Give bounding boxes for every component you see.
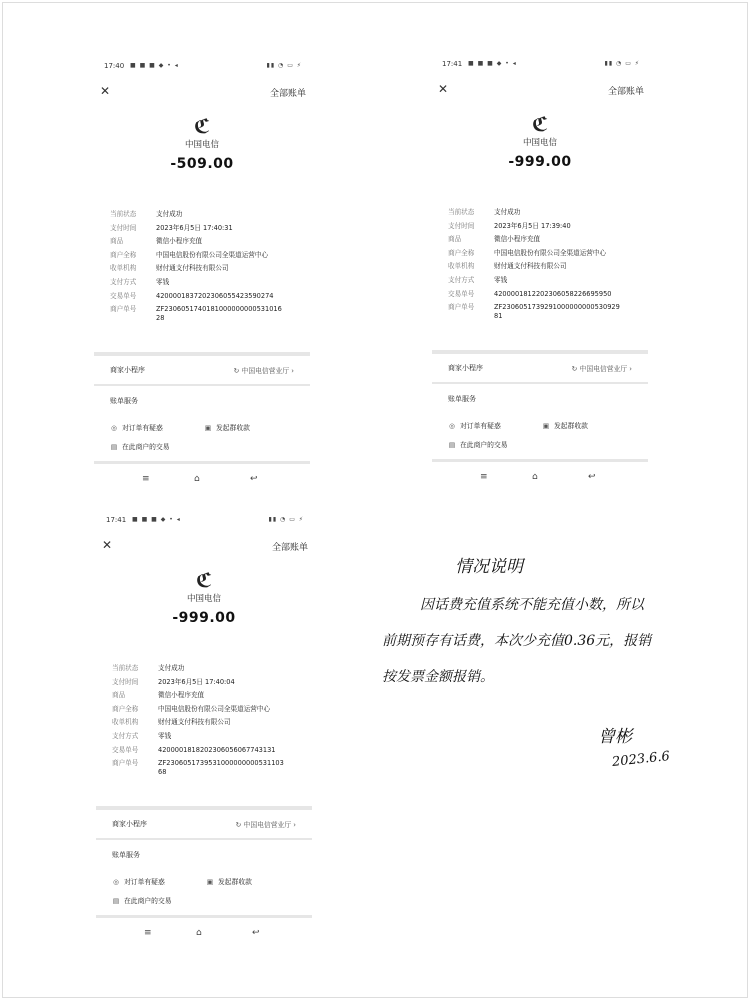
screenshot-2 <box>432 54 648 486</box>
mini-program-link[interactable] <box>572 363 632 373</box>
chevron-right-icon: › <box>627 365 632 373</box>
back-nav-icon[interactable]: ↩ <box>588 472 596 482</box>
detail-value: 2023年6月5日 17:39:40 <box>494 221 571 230</box>
detail-label: 支付时间 <box>448 221 475 230</box>
group-receipt-icon: ▣ <box>542 422 550 430</box>
detail-row <box>110 262 302 276</box>
detail-row <box>110 303 302 323</box>
detail-label: 收单机构 <box>448 262 475 271</box>
status-time: 17:41 <box>106 516 127 524</box>
mini-program-value: 中国电信营业厅 <box>241 367 290 375</box>
home-nav-icon[interactable]: ⌂ <box>194 474 200 484</box>
detail-list <box>448 206 640 321</box>
detail-label: 商户全称 <box>110 250 137 259</box>
history-icon: ▤ <box>110 443 118 451</box>
group-receipt-icon: ▣ <box>206 878 214 886</box>
link-icon: ↻ <box>571 365 580 373</box>
detail-row <box>112 730 304 744</box>
merchant-history-button[interactable] <box>448 439 508 449</box>
detail-row <box>110 222 302 236</box>
detail-value: 支付成功 <box>158 664 185 672</box>
bottom-divider <box>96 915 312 918</box>
close-icon[interactable]: ✕ <box>100 84 111 98</box>
detail-row <box>110 290 302 304</box>
merchant-history-button[interactable] <box>112 895 172 905</box>
services-title: 账单服务 <box>448 395 476 403</box>
detail-value: 4200001818202306056067743131 <box>158 745 276 754</box>
detail-row <box>448 260 640 274</box>
merchant-history-button[interactable] <box>110 441 170 451</box>
detail-value: 支付成功 <box>156 210 183 218</box>
mini-program-value: 中国电信营业厅 <box>243 821 292 829</box>
link-icon: ↻ <box>233 367 242 375</box>
detail-value: 微信小程序充值 <box>494 235 541 244</box>
history-icon: ▤ <box>112 897 120 905</box>
note-line-3: 按发票金额报销。 <box>382 669 494 685</box>
detail-row <box>448 301 640 321</box>
signal-wifi-battery-icons: ▮▮ ◔ ▭ ⚡ <box>604 60 640 67</box>
merchant-name: 中国电信 <box>186 594 221 604</box>
mini-program-label: 商家小程序 <box>112 820 147 828</box>
menu-nav-icon[interactable]: ≡ <box>480 472 488 482</box>
detail-value: 财付通支付科技有限公司 <box>156 264 229 273</box>
detail-label: 当前状态 <box>112 664 139 672</box>
mini-program-row[interactable] <box>110 365 294 375</box>
close-icon[interactable]: ✕ <box>438 82 449 96</box>
china-telecom-logo-icon: ℭ <box>531 112 549 136</box>
note-signature: 曾彬 <box>598 727 632 747</box>
mini-program-label: 商家小程序 <box>448 364 483 372</box>
question-icon: ◎ <box>113 878 119 886</box>
back-nav-icon[interactable]: ↩ <box>250 474 258 484</box>
status-bar <box>106 516 304 528</box>
question-icon: ◎ <box>449 422 455 430</box>
history-label: 在此商户的交易 <box>122 443 170 451</box>
mini-program-link[interactable] <box>236 819 296 829</box>
section-divider <box>96 838 312 840</box>
merchant-name: 中国电信 <box>522 138 557 148</box>
detail-row <box>110 249 302 263</box>
menu-nav-icon[interactable]: ≡ <box>144 928 152 938</box>
home-nav-icon[interactable]: ⌂ <box>532 472 538 482</box>
history-label: 在此商户的交易 <box>460 441 508 449</box>
detail-row <box>448 274 640 288</box>
section-divider <box>432 350 648 354</box>
detail-label: 商品 <box>110 237 124 246</box>
detail-row <box>448 220 640 234</box>
question-label: 对订单有疑惑 <box>460 422 501 430</box>
services-title: 账单服务 <box>110 397 138 405</box>
china-telecom-logo-icon: ℭ <box>195 568 213 592</box>
bottom-divider <box>94 461 310 464</box>
detail-value: 微信小程序充值 <box>158 691 205 700</box>
detail-value: ZF2306051739291000000000530929 81 <box>494 303 620 321</box>
detail-value: 中国电信股份有限公司全渠道运营中心 <box>156 250 269 259</box>
chevron-right-icon: › <box>289 367 294 375</box>
detail-value: 2023年6月5日 17:40:31 <box>156 223 233 232</box>
detail-label: 交易单号 <box>110 291 137 300</box>
menu-nav-icon[interactable]: ≡ <box>142 474 150 484</box>
bottom-divider <box>432 459 648 462</box>
question-icon: ◎ <box>111 424 117 432</box>
mini-program-label: 商家小程序 <box>110 366 145 374</box>
detail-row <box>112 676 304 690</box>
detail-row <box>448 206 640 220</box>
detail-row <box>112 689 304 703</box>
history-icon: ▤ <box>448 441 456 449</box>
detail-row <box>110 208 302 222</box>
group-receipt-icon: ▣ <box>204 424 212 432</box>
detail-label: 交易单号 <box>112 745 139 754</box>
chevron-right-icon: › <box>291 821 296 829</box>
note-title: 情况说明 <box>455 557 523 577</box>
question-order-button[interactable] <box>112 876 165 886</box>
back-nav-icon[interactable]: ↩ <box>252 928 260 938</box>
section-divider <box>94 384 310 386</box>
detail-value: 中国电信股份有限公司全渠道运营中心 <box>158 704 271 713</box>
detail-label: 商户单号 <box>448 303 475 312</box>
detail-list <box>112 662 304 777</box>
detail-label: 当前状态 <box>110 210 137 218</box>
group-receipt-button[interactable] <box>542 420 588 430</box>
group-receipt-button[interactable] <box>204 422 250 432</box>
detail-label: 收单机构 <box>112 718 139 727</box>
status-bar <box>104 62 302 74</box>
services-title: 账单服务 <box>112 851 140 859</box>
detail-value: 2023年6月5日 17:40:04 <box>158 677 235 686</box>
detail-value: 4200001812202306058226695950 <box>494 289 612 298</box>
detail-value: 财付通支付科技有限公司 <box>494 262 567 271</box>
note-line-1: 因话费充值系统不能充值小数，所以 <box>420 597 644 613</box>
nav-title: 全部账单 <box>271 543 308 553</box>
notification-icons: ■ ■ ■ ◆ • ◂ <box>130 62 179 69</box>
nav-title: 全部账单 <box>269 89 306 99</box>
notification-icons: ■ ■ ■ ◆ • ◂ <box>468 60 517 67</box>
note-line-2: 前期预存有话费，本次少充值0.36元，报销 <box>382 633 652 649</box>
payment-amount: -509.00 <box>170 156 234 172</box>
detail-value: ZF2306051739531000000000531103 68 <box>158 759 284 777</box>
detail-value: 零钱 <box>158 731 172 740</box>
link-icon: ↻ <box>235 821 244 829</box>
group-receipt-label: 发起群收款 <box>554 422 588 430</box>
group-receipt-label: 发起群收款 <box>216 424 250 432</box>
section-divider <box>94 352 310 356</box>
detail-label: 支付方式 <box>448 275 475 284</box>
mini-program-value: 中国电信营业厅 <box>579 365 628 373</box>
detail-row <box>112 716 304 730</box>
payment-amount: -999.00 <box>172 610 236 626</box>
detail-value: 支付成功 <box>494 208 521 216</box>
mini-program-row[interactable] <box>448 363 632 373</box>
section-divider <box>432 382 648 384</box>
detail-row <box>448 233 640 247</box>
detail-label: 支付时间 <box>110 223 137 232</box>
question-label: 对订单有疑惑 <box>122 424 163 432</box>
detail-label: 商户单号 <box>112 759 139 768</box>
detail-list <box>110 208 302 323</box>
detail-label: 商户全称 <box>448 248 475 257</box>
detail-row <box>112 744 304 758</box>
status-time: 17:41 <box>442 60 463 68</box>
close-icon[interactable]: ✕ <box>102 538 113 552</box>
detail-row <box>112 662 304 676</box>
notification-icons: ■ ■ ■ ◆ • ◂ <box>132 516 181 523</box>
detail-row <box>448 288 640 302</box>
group-receipt-label: 发起群收款 <box>218 878 252 886</box>
question-order-button[interactable] <box>110 422 163 432</box>
detail-label: 商品 <box>112 691 126 700</box>
detail-label: 支付方式 <box>112 731 139 740</box>
china-telecom-logo-icon: ℭ <box>193 114 211 138</box>
detail-value: ZF2306051740181000000000531016 28 <box>156 305 282 323</box>
question-order-button[interactable] <box>448 420 501 430</box>
detail-label: 支付方式 <box>110 277 137 286</box>
detail-label: 商户全称 <box>112 704 139 713</box>
detail-label: 收单机构 <box>110 264 137 273</box>
detail-value: 零钱 <box>494 275 508 284</box>
status-bar <box>442 60 640 72</box>
detail-value: 零钱 <box>156 277 170 286</box>
section-divider <box>96 806 312 810</box>
detail-label: 商品 <box>448 235 462 244</box>
group-receipt-button[interactable] <box>206 876 252 886</box>
screenshot-3 <box>96 510 312 942</box>
screenshot-1 <box>94 56 310 488</box>
detail-value: 微信小程序充值 <box>156 237 203 246</box>
detail-label: 支付时间 <box>112 677 139 686</box>
detail-row <box>448 247 640 261</box>
detail-row <box>110 276 302 290</box>
detail-row <box>112 757 304 777</box>
question-label: 对订单有疑惑 <box>124 878 165 886</box>
signal-wifi-battery-icons: ▮▮ ◔ ▭ ⚡ <box>266 62 302 69</box>
note-date: 2023.6.6 <box>611 749 671 770</box>
history-label: 在此商户的交易 <box>124 897 172 905</box>
status-time: 17:40 <box>104 62 125 70</box>
detail-value: 中国电信股份有限公司全渠道运营中心 <box>494 248 607 257</box>
mini-program-row[interactable] <box>112 819 296 829</box>
detail-label: 商户单号 <box>110 305 137 314</box>
detail-row <box>110 235 302 249</box>
detail-value: 财付通支付科技有限公司 <box>158 718 231 727</box>
detail-label: 交易单号 <box>448 289 475 298</box>
signal-wifi-battery-icons: ▮▮ ◔ ▭ ⚡ <box>268 516 304 523</box>
detail-row <box>112 703 304 717</box>
detail-value: 4200001837202306055423590274 <box>156 291 274 300</box>
merchant-name: 中国电信 <box>184 140 219 150</box>
nav-title: 全部账单 <box>607 87 644 97</box>
mini-program-link[interactable] <box>234 365 294 375</box>
home-nav-icon[interactable]: ⌂ <box>196 928 202 938</box>
payment-amount: -999.00 <box>508 154 572 170</box>
detail-label: 当前状态 <box>448 208 475 216</box>
